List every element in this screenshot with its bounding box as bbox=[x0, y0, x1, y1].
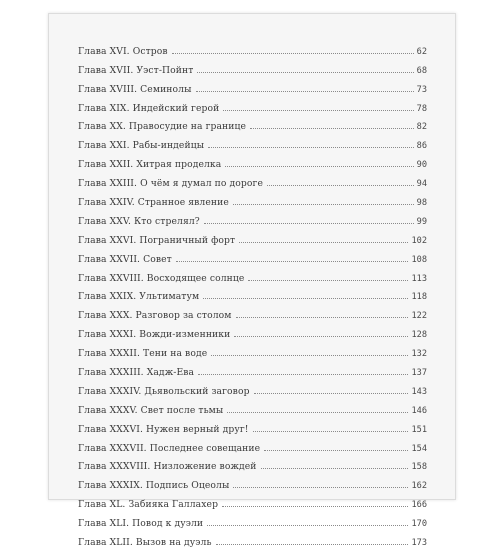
toc-entry bbox=[78, 454, 427, 473]
page-number: 158 bbox=[411, 462, 427, 473]
toc-entry bbox=[78, 359, 427, 378]
dot-leader bbox=[234, 336, 408, 337]
toc-entry bbox=[78, 302, 427, 321]
toc-entry bbox=[78, 529, 427, 548]
toc-entry bbox=[78, 227, 427, 246]
chapter-title: Глава XXIII. О чём я думал по дороге bbox=[78, 178, 263, 190]
dot-leader bbox=[198, 374, 408, 375]
page-number: 166 bbox=[411, 500, 427, 511]
dot-leader bbox=[176, 261, 409, 262]
dot-leader bbox=[211, 355, 408, 356]
chapter-title: Глава XVIII. Семинолы bbox=[78, 83, 192, 95]
dot-leader bbox=[216, 544, 409, 545]
chapter-title: Глава XXXV. Свет после тьмы bbox=[78, 404, 224, 416]
chapter-title: Глава XLII. Вызов на дуэль bbox=[78, 537, 212, 548]
page-number: 94 bbox=[416, 179, 427, 190]
toc-entry bbox=[78, 189, 427, 208]
toc-entry bbox=[78, 472, 427, 491]
chapter-title: Глава XXXIII. Хадж-Ева bbox=[78, 367, 195, 379]
chapter-title: Глава XXXIV. Дьявольский заговор bbox=[78, 385, 250, 397]
page-number: 102 bbox=[411, 235, 427, 246]
page-number: 128 bbox=[411, 330, 427, 341]
page-number: 62 bbox=[416, 46, 427, 57]
dot-leader bbox=[197, 72, 413, 73]
toc-entry bbox=[78, 284, 427, 303]
page-number: 90 bbox=[416, 160, 427, 171]
dot-leader bbox=[248, 280, 408, 281]
chapter-title: Глава XXXVII. Последнее совещание bbox=[78, 442, 261, 454]
chapter-title: Глава XL. Забияка Галлахер bbox=[78, 499, 219, 511]
dot-leader bbox=[225, 166, 413, 167]
page-number: 154 bbox=[411, 443, 427, 454]
toc-entry bbox=[78, 416, 427, 435]
chapter-title: Глава XXVII. Совет bbox=[78, 253, 172, 265]
dot-leader bbox=[239, 242, 408, 243]
chapter-title: Глава XXIV. Странное явление bbox=[78, 197, 229, 209]
dot-leader bbox=[264, 450, 408, 451]
page-number: 98 bbox=[416, 198, 427, 209]
page-number: 68 bbox=[416, 65, 427, 76]
chapter-title: Глава XX. Правосудие на границе bbox=[78, 121, 247, 133]
chapter-title: Глава XXXI. Вожди-изменники bbox=[78, 329, 231, 341]
dot-leader bbox=[207, 525, 408, 526]
dot-leader bbox=[236, 317, 409, 318]
dot-leader bbox=[254, 393, 409, 394]
toc-entry bbox=[78, 340, 427, 359]
page-number: 82 bbox=[416, 122, 427, 133]
toc-entry bbox=[78, 491, 427, 510]
page-number: 151 bbox=[411, 424, 427, 435]
page-number: 113 bbox=[411, 273, 427, 284]
chapter-title: Глава XVI. Остров bbox=[78, 45, 168, 57]
page-number: 99 bbox=[416, 216, 427, 227]
toc-entry bbox=[78, 321, 427, 340]
dot-leader bbox=[196, 91, 414, 92]
page-number: 137 bbox=[411, 368, 427, 379]
page-number: 108 bbox=[411, 254, 427, 265]
toc-entry bbox=[78, 246, 427, 265]
chapter-title: Глава XXIX. Ультиматум bbox=[78, 291, 200, 303]
chapter-title: Глава XXVI. Пограничный форт bbox=[78, 234, 236, 246]
chapter-title: Глава XXV. Кто стрелял? bbox=[78, 215, 200, 227]
page-number: 170 bbox=[411, 519, 427, 530]
dot-leader bbox=[233, 487, 408, 488]
table-of-contents bbox=[78, 38, 427, 548]
dot-leader bbox=[203, 298, 408, 299]
toc-entry bbox=[78, 510, 427, 529]
dot-leader bbox=[222, 506, 408, 507]
toc-entry bbox=[78, 132, 427, 151]
page-number: 146 bbox=[411, 405, 427, 416]
page-number: 78 bbox=[416, 103, 427, 114]
toc-entry bbox=[78, 208, 427, 227]
page-number: 73 bbox=[416, 84, 427, 95]
toc-entry bbox=[78, 435, 427, 454]
chapter-title: Глава XIX. Индейский герой bbox=[78, 102, 220, 114]
toc-entry bbox=[78, 57, 427, 76]
dot-leader bbox=[223, 110, 413, 111]
dot-leader bbox=[267, 185, 414, 186]
page-number: 122 bbox=[411, 311, 427, 322]
toc-entry bbox=[78, 170, 427, 189]
page-number: 143 bbox=[411, 386, 427, 397]
toc-entry bbox=[78, 114, 427, 133]
chapter-title: Глава XXXVIII. Низложение вождей bbox=[78, 461, 257, 473]
chapter-title: Глава XXXII. Тени на воде bbox=[78, 348, 208, 360]
dot-leader bbox=[208, 147, 414, 148]
dot-leader bbox=[253, 431, 409, 432]
page-number: 162 bbox=[411, 481, 427, 492]
chapter-title: Глава XXVIII. Восходящее солнце bbox=[78, 272, 245, 284]
chapter-title: Глава XXI. Рабы-индейцы bbox=[78, 140, 205, 152]
toc-entry bbox=[78, 38, 427, 57]
toc-entry bbox=[78, 397, 427, 416]
toc-entry bbox=[78, 265, 427, 284]
dot-leader bbox=[233, 204, 414, 205]
chapter-title: Глава XXXVI. Нужен верный друг! bbox=[78, 423, 249, 435]
toc-entry bbox=[78, 378, 427, 397]
toc-entry bbox=[78, 95, 427, 114]
dot-leader bbox=[250, 128, 414, 129]
toc-entry bbox=[78, 151, 427, 170]
dot-leader bbox=[227, 412, 408, 413]
dot-leader bbox=[172, 53, 414, 54]
chapter-title: Глава XVII. Уэст-Пойнт bbox=[78, 64, 194, 76]
dot-leader bbox=[204, 223, 414, 224]
chapter-title: Глава XXII. Хитрая проделка bbox=[78, 159, 222, 171]
page-number: 173 bbox=[411, 538, 427, 548]
toc-entry bbox=[78, 76, 427, 95]
book-page bbox=[48, 13, 456, 548]
chapter-title: Глава XXX. Разговор за столом bbox=[78, 310, 232, 322]
dot-leader bbox=[261, 468, 409, 469]
page-number: 132 bbox=[411, 349, 427, 360]
chapter-title: Глава XLI. Повод к дуэли bbox=[78, 518, 204, 530]
page-number: 118 bbox=[411, 292, 427, 303]
chapter-title: Глава XXXIX. Подпись Оцеолы bbox=[78, 480, 230, 492]
page-number: 86 bbox=[416, 141, 427, 152]
